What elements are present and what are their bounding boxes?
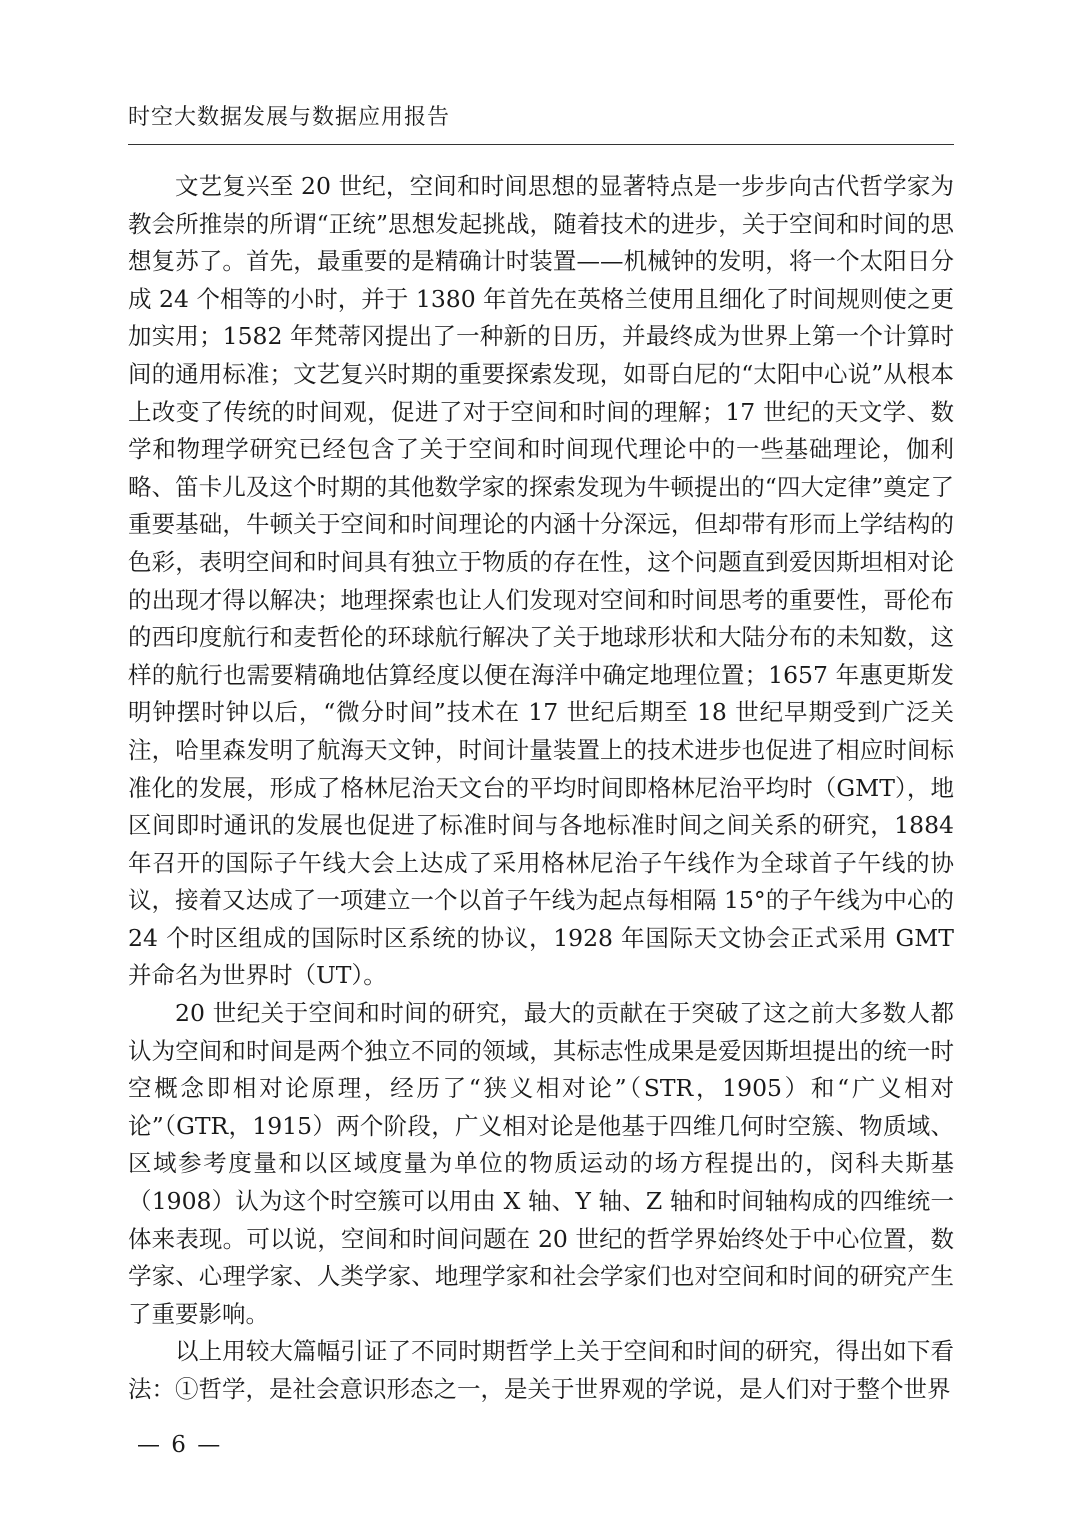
paragraph-2: 20 世纪关于空间和时间的研究，最大的贡献在于突破了这之前大多数人都认为空间和时间是两个独立不同的领域，其标志性成果是爱因斯坦提出的统一时空概念即相对论原理，经历了“狭义相对论”（STR，1905）和“广义相对论”（GTR，1915）两个阶段，广义相对论是他基于四维几何时空簇、物质域、区域参考度量和以区域度量为单位的物质运动的场方程提出的，闵科夫斯基（1908）认为这个时空簇可以用由 X 轴、Y 轴、Z 轴和时间轴构成的四维统一体来表现。可以说，空间和时间问题在 20 世纪的哲学界始终处于中心位置，数学家、心理学家、人类学家、地理学家和社会学家们也对空间和时间的研究产生了重要影响。 (128, 999, 954, 1328)
body-text (128, 168, 954, 1409)
paragraph-1: 文艺复兴至 20 世纪，空间和时间思想的显著特点是一步步向古代哲学家为教会所推崇的所谓“正统”思想发起挑战，随着技术的进步，关于空间和时间的思想复苏了。首先，最重要的是精确计时装置——机械钟的发明，将一个太阳日分成 24 个相等的小时，并于 1380 年首先在英格兰使用且细化了时间规则使之更加实用；1582 年梵蒂冈提出了一种新的日历，并最终成为世界上第一个计算时间的通用标准；文艺复兴时期的重要探索发现，如哥白尼的“太阳中心说”从根本上改变了传统的时间观，促进了对于空间和时间的理解；17 世纪的天文学、数学和物理学研究已经包含了关于空间和时间现代理论中的一些基础理论，伽利略、笛卡儿及这个时期的其他数学家的探索发现为牛顿提出的“四大定律”奠定了重要基础，牛顿关于空间和时间理论的内涵十分深远，但却带有形而上学结构的色彩，表明空间和时间具有独立于物质的存在性，这个问题直到爱因斯坦相对论的出现才得以解决；地理探索也让人们发现对空间和时间思考的重要性，哥伦布的西印度航行和麦哲伦的环球航行解决了关于地球形状和大陆分布的未知数，这样的航行也需要精确地估算经度以便在海洋中确定地理位置；1657 年惠更斯发明钟摆时钟以后，“微分时间”技术在 17 世纪后期至 18 世纪早期受到广泛关注，哈里森发明了航海天文钟，时间计量装置上的技术进步也促进了相应时间标准化的发展，形成了格林尼治天文台的平均时间即格林尼治平均时（GMT），地区间即时通讯的发展也促进了标准时间与各地标准时间之间关系的研究，1884 年召开的国际子午线大会上达成了采用格林尼治子午线作为全球首子午线的协议，接着又达成了一项建立一个以首子午线为起点每相隔 15°的子午线为中心的 24 个时区组成的国际时区系统的协议，1928 年国际天文协会正式采用 GMT 并命名为世界时（UT）。 (128, 172, 954, 990)
header-rule (128, 144, 954, 145)
paragraph-3: 以上用较大篇幅引证了不同时期哲学上关于空间和时间的研究，得出如下看法：①哲学，是社会意识形态之一，是关于世界观的学说，是人们对于整个世界 (128, 1337, 954, 1403)
running-header-title: 时空大数据发展与数据应用报告 (128, 105, 451, 130)
page-number: — 6 — (137, 1432, 223, 1458)
